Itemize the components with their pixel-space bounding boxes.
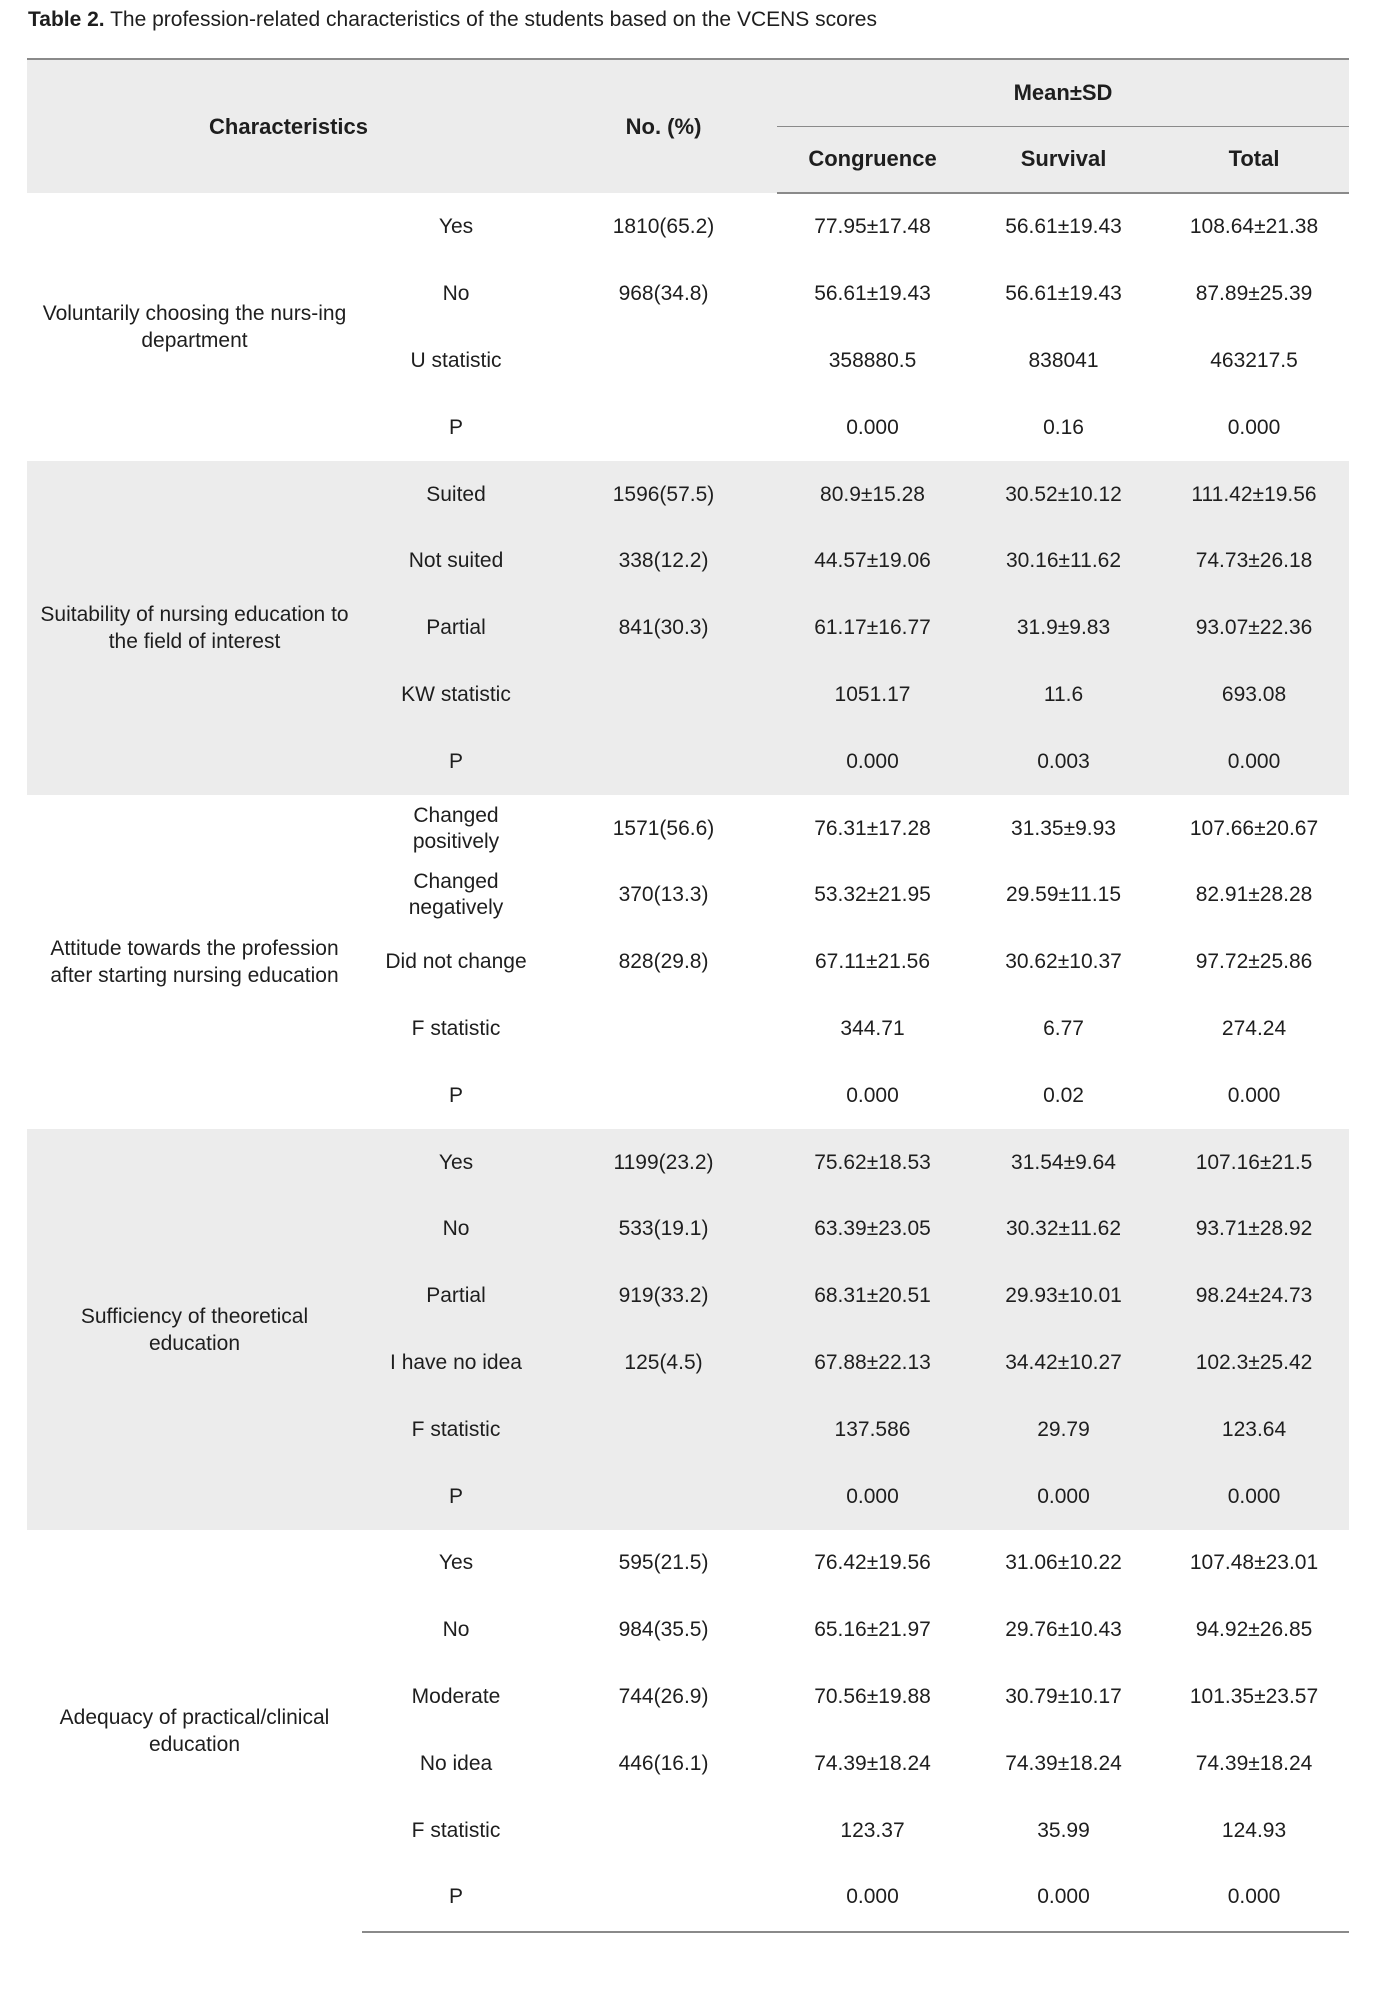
row-congruence: 68.31±20.51 bbox=[777, 1263, 968, 1330]
row-count bbox=[550, 394, 777, 461]
row-survival: 0.000 bbox=[968, 1463, 1159, 1530]
row-congruence: 0.000 bbox=[777, 1463, 968, 1530]
row-count bbox=[550, 662, 777, 729]
row-category: Yes bbox=[438, 214, 474, 238]
table-header bbox=[27, 59, 1349, 193]
row-survival: 0.16 bbox=[1043, 415, 1084, 439]
row-survival: 30.79±10.17 bbox=[1005, 1684, 1122, 1708]
row-survival: 0.000 bbox=[968, 1864, 1159, 1932]
row-survival: 0.003 bbox=[968, 728, 1159, 795]
group-label: Adequacy of practical/clinical education bbox=[59, 1705, 330, 1756]
table-caption bbox=[28, 6, 877, 34]
group-label: Sufficiency of theoretical education bbox=[27, 1129, 362, 1530]
row-count: 338(12.2) bbox=[550, 528, 777, 595]
row-congruence: 74.39±18.24 bbox=[814, 1751, 931, 1775]
row-congruence: 0.000 bbox=[777, 1864, 968, 1932]
row-survival: 31.9±9.83 bbox=[968, 595, 1159, 662]
row-category: No bbox=[362, 1196, 550, 1263]
row-category: Moderate bbox=[411, 1684, 501, 1708]
row-category: Did not change bbox=[385, 950, 527, 974]
header-mean-sd: Mean±SD bbox=[777, 59, 1349, 126]
row-congruence: 77.95±17.48 bbox=[814, 215, 931, 239]
row-congruence: 67.88±22.13 bbox=[777, 1330, 968, 1397]
row-congruence: 63.39±23.05 bbox=[777, 1196, 968, 1263]
row-survival: 56.61±19.43 bbox=[1005, 215, 1122, 239]
row-survival: 31.35±9.93 bbox=[1011, 816, 1116, 840]
row-total: 93.07±22.36 bbox=[1159, 595, 1349, 662]
row-count: 828(29.8) bbox=[618, 950, 709, 974]
row-count: 919(33.2) bbox=[550, 1263, 777, 1330]
row-total: 0.000 bbox=[1159, 1864, 1349, 1932]
row-survival: 56.61±19.43 bbox=[1005, 282, 1122, 306]
row-total: 0.000 bbox=[1227, 415, 1281, 439]
row-congruence: 76.31±17.28 bbox=[814, 816, 931, 840]
table-row bbox=[27, 795, 1349, 862]
row-category: P bbox=[449, 1083, 464, 1107]
row-congruence: 80.9±15.28 bbox=[777, 461, 968, 528]
row-total: 123.64 bbox=[1159, 1396, 1349, 1463]
row-congruence: 0.000 bbox=[846, 415, 899, 439]
row-total: 0.000 bbox=[1227, 1083, 1281, 1107]
row-count: 595(21.5) bbox=[618, 1551, 709, 1575]
row-total: 93.71±28.92 bbox=[1159, 1196, 1349, 1263]
row-category: Suited bbox=[362, 461, 550, 528]
row-survival: 6.77 bbox=[1043, 1016, 1084, 1040]
row-total: 94.92±26.85 bbox=[1195, 1618, 1313, 1642]
row-congruence: 0.000 bbox=[846, 1083, 899, 1107]
row-count: 446(16.1) bbox=[618, 1751, 709, 1775]
row-count bbox=[550, 1797, 777, 1864]
row-total: 0.000 bbox=[1159, 728, 1349, 795]
row-survival: 34.42±10.27 bbox=[968, 1330, 1159, 1397]
row-survival: 838041 bbox=[1028, 348, 1099, 372]
row-total: 0.000 bbox=[1159, 1463, 1349, 1530]
row-survival: 29.59±11.15 bbox=[1005, 883, 1122, 907]
group-voluntary-choice bbox=[27, 193, 1349, 461]
row-congruence: 75.62±18.53 bbox=[777, 1129, 968, 1196]
row-total: 74.39±18.24 bbox=[1195, 1751, 1313, 1775]
row-category: Changed negatively bbox=[408, 870, 504, 920]
row-total: 98.24±24.73 bbox=[1159, 1263, 1349, 1330]
row-survival: 30.32±11.62 bbox=[968, 1196, 1159, 1263]
table-row bbox=[27, 193, 1349, 261]
row-category: Partial bbox=[362, 595, 550, 662]
row-total: 124.93 bbox=[1221, 1818, 1287, 1842]
row-survival: 74.39±18.24 bbox=[1005, 1751, 1122, 1775]
row-congruence: 344.71 bbox=[840, 1016, 905, 1040]
group-label: Suitability of nursing education to the field of interest bbox=[27, 461, 362, 795]
row-total: 82.91±28.28 bbox=[1195, 883, 1313, 907]
row-count: 984(35.5) bbox=[618, 1618, 709, 1642]
row-category: F statistic bbox=[411, 1818, 501, 1842]
row-category: I have no idea bbox=[362, 1330, 550, 1397]
row-category: No bbox=[442, 282, 470, 306]
row-count bbox=[550, 1062, 777, 1129]
row-survival: 35.99 bbox=[1037, 1818, 1090, 1842]
row-category: Changed positively bbox=[412, 803, 500, 853]
results-table bbox=[27, 58, 1349, 1933]
row-total: 111.42±19.56 bbox=[1159, 461, 1349, 528]
row-congruence: 76.42±19.56 bbox=[814, 1551, 931, 1575]
row-total: 693.08 bbox=[1159, 662, 1349, 729]
header-congruence: Congruence bbox=[777, 126, 968, 193]
group-label: Attitude towards the profession after starting nursing education bbox=[50, 937, 339, 988]
row-congruence: 67.11±21.56 bbox=[814, 950, 931, 974]
row-count: 1810(65.2) bbox=[612, 214, 715, 238]
table-caption-label: Table 2. bbox=[28, 8, 105, 31]
row-count: 744(26.9) bbox=[618, 1684, 709, 1708]
row-survival: 31.06±10.22 bbox=[1005, 1551, 1122, 1575]
row-category: Partial bbox=[362, 1263, 550, 1330]
group-theoretical bbox=[27, 1129, 1349, 1530]
row-total: 107.16±21.5 bbox=[1159, 1129, 1349, 1196]
row-count bbox=[550, 1864, 777, 1932]
row-category: KW statistic bbox=[362, 662, 550, 729]
row-total: 87.89±25.39 bbox=[1195, 282, 1313, 306]
row-total: 108.64±21.38 bbox=[1189, 215, 1319, 239]
row-survival: 29.76±10.43 bbox=[1005, 1618, 1122, 1642]
row-total: 463217.5 bbox=[1210, 348, 1298, 372]
row-survival: 11.6 bbox=[968, 662, 1159, 729]
row-count: 968(34.8) bbox=[618, 282, 709, 306]
group-suitability bbox=[27, 461, 1349, 795]
table-row bbox=[27, 461, 1349, 528]
header-survival: Survival bbox=[968, 126, 1159, 193]
row-congruence: 123.37 bbox=[840, 1818, 905, 1842]
row-category: U statistic bbox=[410, 348, 502, 372]
row-total: 107.48±23.01 bbox=[1189, 1551, 1319, 1575]
row-count bbox=[550, 996, 777, 1063]
row-total: 274.24 bbox=[1221, 1016, 1287, 1040]
row-survival: 30.52±10.12 bbox=[968, 461, 1159, 528]
row-count: 1571(56.6) bbox=[612, 816, 715, 840]
row-total: 107.66±20.67 bbox=[1189, 816, 1319, 840]
row-congruence: 137.586 bbox=[777, 1396, 968, 1463]
row-count: 533(19.1) bbox=[550, 1196, 777, 1263]
row-category: P bbox=[362, 1463, 550, 1530]
header-characteristics: Characteristics bbox=[27, 59, 550, 193]
row-count bbox=[550, 328, 777, 395]
row-count: 370(13.3) bbox=[618, 883, 709, 907]
row-total: 97.72±25.86 bbox=[1195, 950, 1313, 974]
row-congruence: 53.32±21.95 bbox=[814, 883, 931, 907]
row-survival: 30.16±11.62 bbox=[968, 528, 1159, 595]
row-total: 74.73±26.18 bbox=[1159, 528, 1349, 595]
row-category: F statistic bbox=[362, 1396, 550, 1463]
row-count bbox=[550, 728, 777, 795]
row-count bbox=[550, 1463, 777, 1530]
row-congruence: 0.000 bbox=[777, 728, 968, 795]
row-survival: 0.02 bbox=[1043, 1083, 1084, 1107]
table-caption-text: The profession-related characteristics of the students based on the VCENS scores bbox=[104, 8, 877, 31]
row-survival: 29.79 bbox=[968, 1396, 1159, 1463]
row-congruence: 65.16±21.97 bbox=[814, 1618, 931, 1642]
row-category: P bbox=[449, 415, 464, 439]
row-count bbox=[550, 1396, 777, 1463]
row-congruence: 358880.5 bbox=[828, 348, 917, 372]
row-survival: 30.62±10.37 bbox=[1005, 950, 1122, 974]
row-count: 841(30.3) bbox=[550, 595, 777, 662]
header-total: Total bbox=[1159, 126, 1349, 193]
row-category: No idea bbox=[419, 1751, 493, 1775]
row-category: Yes bbox=[362, 1129, 550, 1196]
row-congruence: 56.61±19.43 bbox=[814, 282, 931, 306]
group-label: Voluntarily choosing the nurs-ing department bbox=[42, 302, 347, 353]
table-row bbox=[27, 1530, 1349, 1597]
row-survival: 29.93±10.01 bbox=[968, 1263, 1159, 1330]
row-category: P bbox=[362, 728, 550, 795]
row-total: 101.35±23.57 bbox=[1189, 1684, 1319, 1708]
row-category: P bbox=[362, 1864, 550, 1932]
header-no-pct: No. (%) bbox=[550, 59, 777, 193]
row-congruence: 44.57±19.06 bbox=[777, 528, 968, 595]
row-category: F statistic bbox=[411, 1016, 501, 1040]
row-category: Not suited bbox=[362, 528, 550, 595]
row-survival: 31.54±9.64 bbox=[968, 1129, 1159, 1196]
row-congruence: 61.17±16.77 bbox=[777, 595, 968, 662]
row-count: 1199(23.2) bbox=[550, 1129, 777, 1196]
group-practical bbox=[27, 1530, 1349, 1932]
row-count: 125(4.5) bbox=[550, 1330, 777, 1397]
table-row bbox=[27, 1129, 1349, 1196]
group-attitude bbox=[27, 795, 1349, 1129]
row-count: 1596(57.5) bbox=[550, 461, 777, 528]
row-congruence: 70.56±19.88 bbox=[814, 1684, 931, 1708]
row-category: No bbox=[442, 1618, 470, 1642]
row-congruence: 1051.17 bbox=[777, 662, 968, 729]
row-total: 102.3±25.42 bbox=[1159, 1330, 1349, 1397]
row-category: Yes bbox=[438, 1551, 474, 1575]
